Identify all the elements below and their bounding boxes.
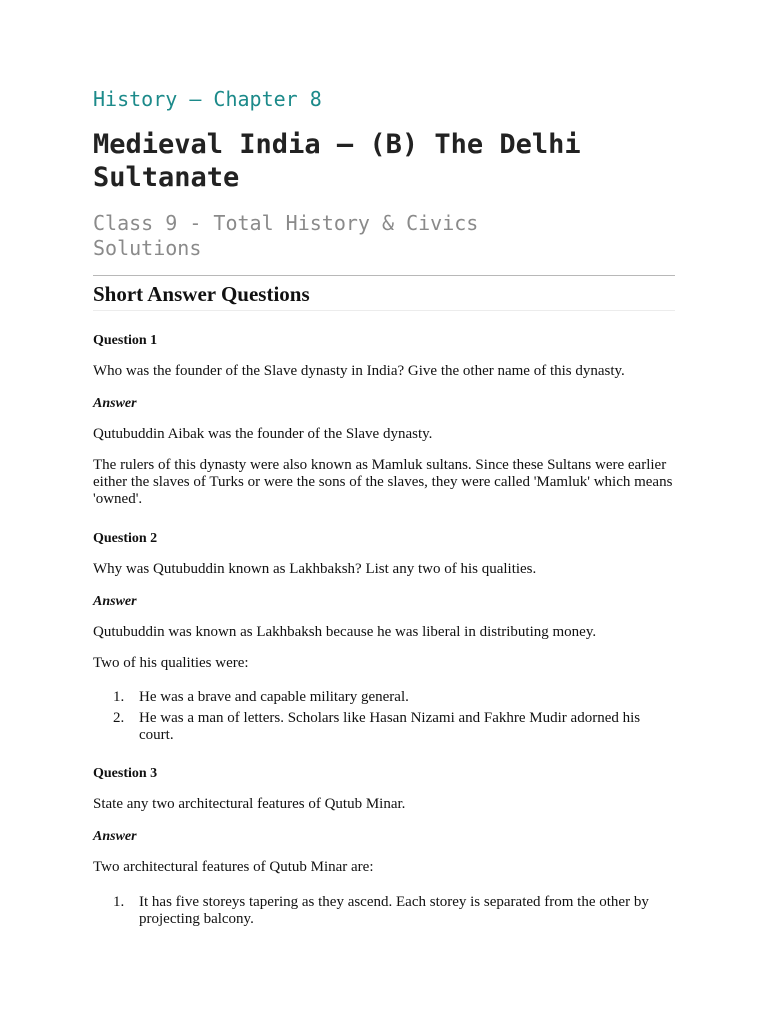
answer-3-paragraph-1: Two architectural features of Qutub Minar are:: [93, 859, 374, 875]
chapter-label: History — Chapter 8: [93, 87, 322, 111]
list-item-text: It has five storeys tapering as they ascend. Each storey is separated from the other by projecting balcony.: [139, 894, 649, 927]
answer-1-label: Answer: [93, 396, 137, 411]
page-subtitle: Class 9 - Total History & Civics Solutions: [93, 211, 479, 260]
question-2-label: Question 2: [93, 531, 158, 546]
answer-2-paragraph-1: Qutubuddin was known as Lakhbaksh because he was liberal in distributing money.: [93, 624, 597, 640]
list-item-number: 2.: [113, 710, 125, 726]
question-2-text: Why was Qutubuddin known as Lakhbaksh? List any two of his qualities.: [93, 561, 537, 577]
title-divider: [93, 275, 675, 276]
list-item-text: He was a brave and capable military general.: [139, 689, 409, 705]
list-item-number: 1.: [113, 689, 125, 705]
question-3-label: Question 3: [93, 766, 158, 781]
page-title: Medieval India — (B) The Delhi Sultanate: [93, 129, 581, 193]
answer-2-label: Answer: [93, 594, 137, 609]
section-heading: Short Answer Questions: [93, 282, 310, 306]
question-1-label: Question 1: [93, 333, 158, 348]
question-1-text: Who was the founder of the Slave dynasty in India? Give the other name of this dynasty.: [93, 363, 625, 379]
answer-2-paragraph-2: Two of his qualities were:: [93, 655, 249, 671]
answer-3-label: Answer: [93, 829, 137, 844]
section-divider: [93, 310, 675, 311]
list-item-number: 1.: [113, 894, 125, 910]
list-item-text: He was a man of letters. Scholars like Hasan Nizami and Fakhre Mudir adorned his court.: [139, 710, 641, 743]
question-3-text: State any two architectural features of Qutub Minar.: [93, 796, 406, 812]
answer-1-paragraph-1: Qutubuddin Aibak was the founder of the Slave dynasty.: [93, 426, 433, 442]
answer-1-paragraph-2: The rulers of this dynasty were also known as Mamluk sultans. Since these Sultans were earlier either the slaves of Turks or were the sons of the slaves, they were called 'Mamluk' which means 'owned'.: [93, 457, 673, 507]
